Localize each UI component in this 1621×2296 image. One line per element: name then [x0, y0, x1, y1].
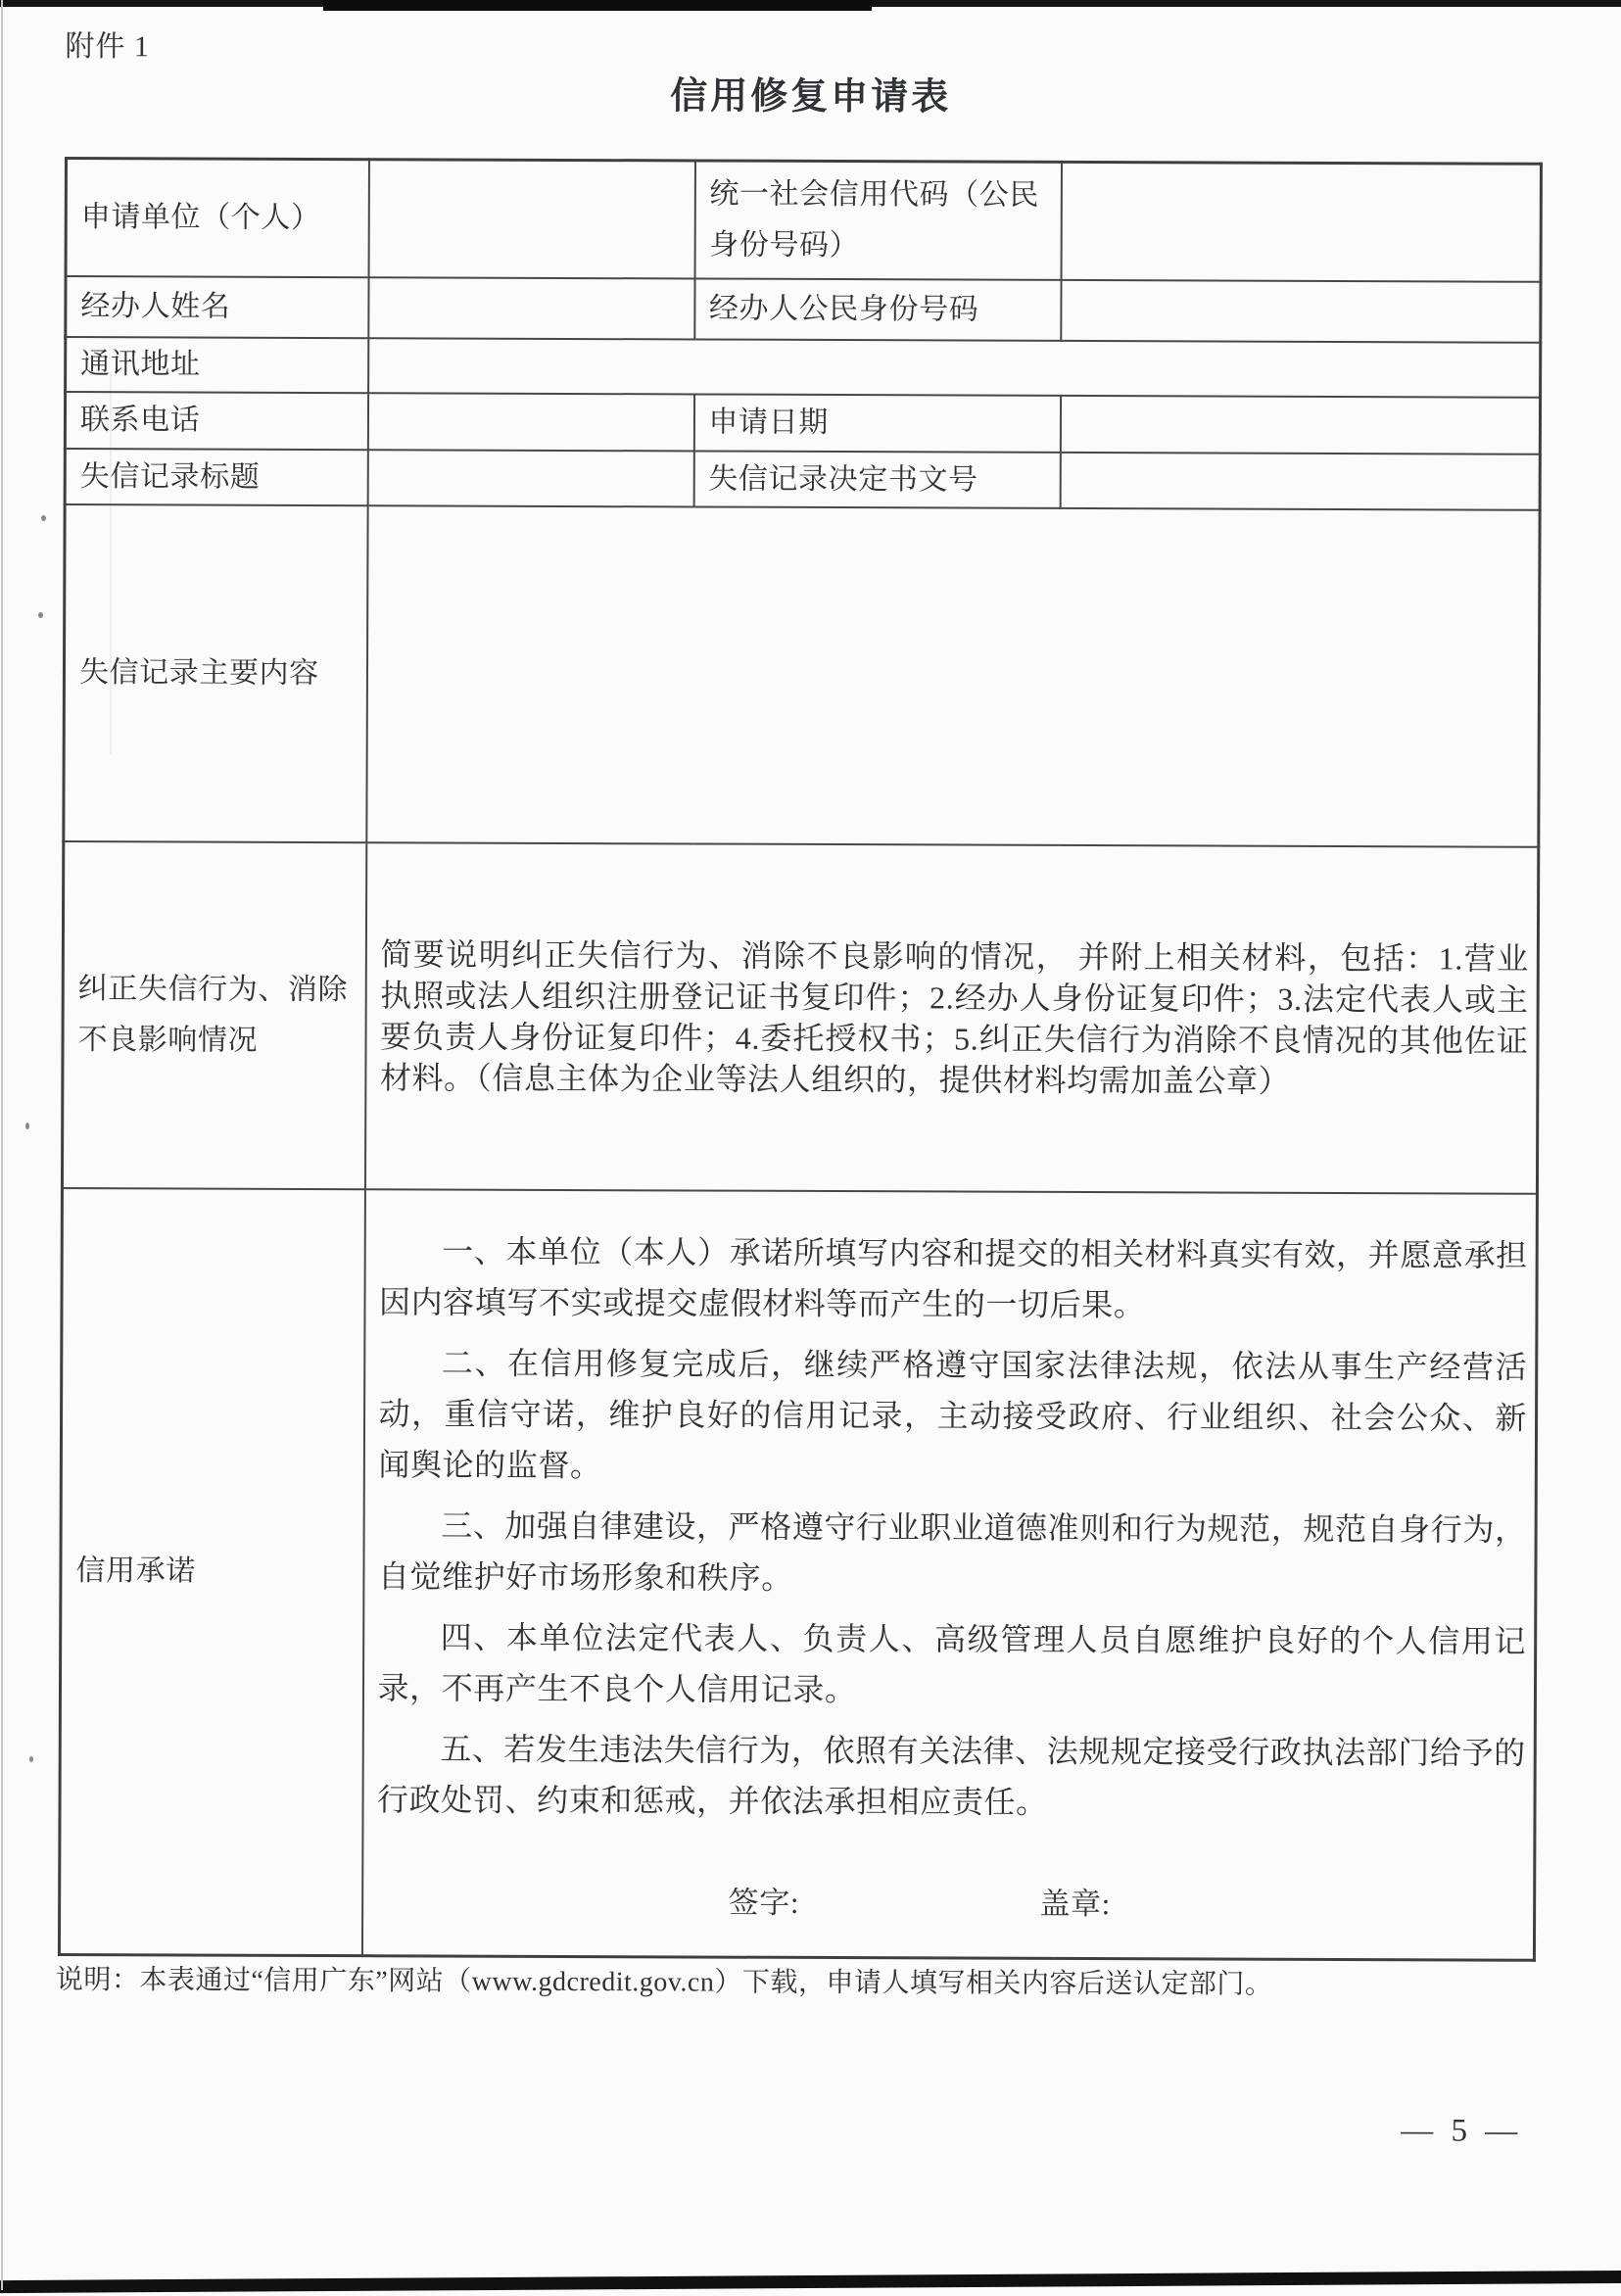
phone-label-cell: 联系电话	[65, 392, 367, 450]
table-row	[66, 276, 1541, 343]
promise-item-3: 三、加强自律建设，严格遵守行业职业道德准则和行为规范，规范自身行为，自觉维护好市场形象和秩序。	[377, 1507, 1527, 1596]
record-doc-no-value-cell	[1060, 453, 1540, 510]
table-row	[59, 1188, 1537, 1960]
promise-content-cell	[361, 1189, 1537, 1960]
applicant-label-cell: 申请单位（个人）	[66, 159, 368, 278]
table-row	[66, 159, 1541, 282]
record-content-value-cell	[366, 505, 1540, 847]
footer-note: 说明：本表通过“信用广东”网站（www.gdcredit.gov.cn）下载，申请人填写相关内容后送认定部门。	[55, 1964, 1273, 2000]
page-title: 信用修复申请表	[670, 75, 952, 119]
handler-name-label-cell: 经办人姓名	[66, 276, 368, 338]
applicant-value-cell	[368, 160, 694, 279]
promise-item-2: 二、在信用修复完成后，继续严格遵守国家法律法规，依法从事生产经营活动，重信守诺，维护良好的信用记录，主动接受政府、行业组织、社会公众、新闻舆论的监督。	[378, 1344, 1528, 1483]
credit-code-value-cell	[1061, 162, 1541, 281]
seal-label: 盖章:	[1039, 1886, 1111, 1921]
attachment-label: 附件 1	[65, 30, 150, 64]
correction-instructions-text: 简要说明纠正失信行为、消除不良影响的情况， 并附上相关材料，包括：1.营业执照或法人组织注册登记证书复印件；2.经办人身份证复印件；3.法定代表人或主要负责人身份证复印件；4.委托授权书；5.纠正失信行为消除不良情况的其他佐证材料。（信息主体为企业等法人组织的，提供材料均需加盖公章）	[379, 936, 1529, 1099]
signature-label: 签字:	[728, 1885, 800, 1920]
promise-item-4: 四、本单位法定代表人、负责人、高级管理人员自愿维护良好的个人信用记录，不再产生不良个人信用记录。	[377, 1618, 1527, 1707]
credit-code-label-cell: 统一社会信用代码（公民身份号码）	[694, 161, 1061, 280]
correction-label-cell: 纠正失信行为、消除不良影响情况	[62, 841, 365, 1189]
apply-date-value-cell	[1060, 396, 1540, 454]
signature-row	[377, 1876, 1526, 1925]
address-label-cell: 通讯地址	[66, 337, 368, 393]
table-row	[62, 841, 1538, 1194]
scan-edge-top	[0, 0, 1621, 7]
correction-instructions-cell	[364, 842, 1538, 1194]
promise-item-1: 一、本单位（本人）承诺所填写内容和提交的相关材料真实有效，并愿意承担因内容填写不实或提交虚假材料等而产生的一切后果。	[378, 1232, 1528, 1322]
scan-speck	[25, 1123, 29, 1129]
apply-date-label-cell: 申请日期	[693, 394, 1060, 452]
record-content-label-cell: 失信记录主要内容	[64, 504, 367, 842]
handler-id-label-cell: 经办人公民身份号码	[694, 278, 1061, 340]
handler-name-value-cell	[368, 277, 694, 339]
phone-value-cell	[367, 393, 693, 451]
promise-item-5: 五、若发生违法失信行为，依照有关法律、法规规定接受行政执法部门给予的行政处罚、约束和惩戒，并依法承担相应责任。	[376, 1730, 1526, 1820]
record-doc-no-label-cell: 失信记录决定书文号	[693, 451, 1060, 507]
record-title-label-cell: 失信记录标题	[65, 449, 367, 505]
scan-speck	[29, 1756, 33, 1762]
page-number: — 5 —	[1401, 2113, 1523, 2149]
scan-streak	[110, 372, 112, 754]
table-row	[64, 504, 1540, 847]
address-value-cell	[368, 338, 1541, 398]
scan-speck	[41, 515, 46, 521]
record-title-value-cell	[367, 450, 693, 506]
credit-repair-application-table	[58, 157, 1543, 1962]
table-row	[65, 449, 1540, 510]
scan-speck	[38, 612, 43, 618]
table-row	[66, 337, 1541, 398]
promise-label-cell: 信用承诺	[59, 1188, 364, 1956]
scan-edge-left	[1, 0, 3, 2290]
handler-id-value-cell	[1061, 280, 1541, 343]
table-row	[65, 392, 1540, 454]
